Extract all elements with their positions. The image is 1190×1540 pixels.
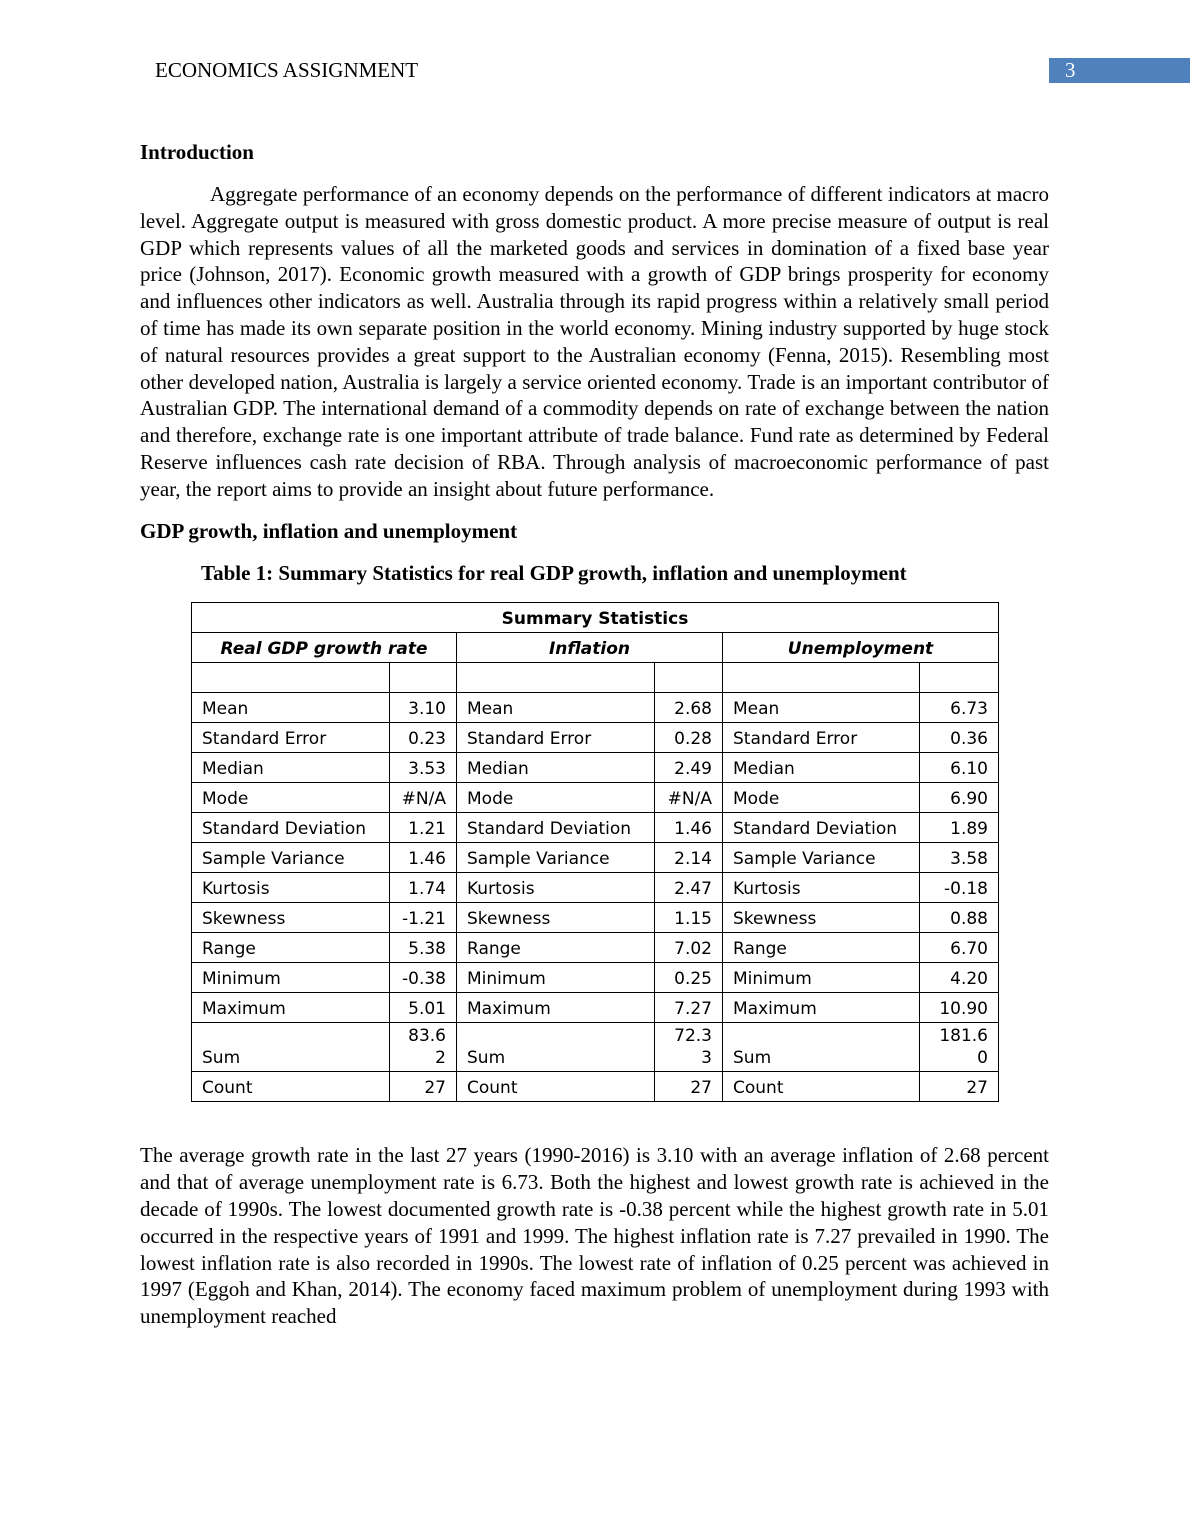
- stat-label: Median: [192, 753, 390, 783]
- stat-label: Sample Variance: [723, 843, 920, 873]
- stat-label: Maximum: [457, 993, 655, 1023]
- group-header-gdp: Real GDP growth rate: [192, 633, 457, 663]
- stat-label: Standard Error: [192, 723, 390, 753]
- table-row: [192, 873, 999, 903]
- stat-label: Kurtosis: [723, 873, 920, 903]
- table-row: [192, 693, 999, 723]
- empty-row: [192, 663, 999, 693]
- stat-value: 0.36: [920, 723, 999, 753]
- stat-label: Kurtosis: [457, 873, 655, 903]
- group-header-unemployment: Unemployment: [723, 633, 999, 663]
- stat-label: Mode: [192, 783, 390, 813]
- stat-value: -0.38: [390, 963, 457, 993]
- page-number: 3: [1049, 58, 1190, 83]
- table-caption: Table 1: Summary Statistics for real GDP growth, inflation and unemployment: [201, 560, 907, 585]
- table-row: [192, 843, 999, 873]
- stat-value: 0.88: [920, 903, 999, 933]
- stat-label: Maximum: [192, 993, 390, 1023]
- stat-value: 6.90: [920, 783, 999, 813]
- stat-label: Skewness: [457, 903, 655, 933]
- stat-label: Median: [723, 753, 920, 783]
- stat-value: 1.15: [655, 903, 723, 933]
- stat-value: 2.68: [655, 693, 723, 723]
- stat-label: Mode: [457, 783, 655, 813]
- intro-paragraph: Aggregate performance of an economy depends on the performance of different indicators at macro level. Aggregate output is measured with gross domestic product. A more precise measure of output is real GDP which represents values of all the marketed goods and services in domination of a fixed base year price (Johnson, 2017). Economic growth measured with a growth of GDP brings prosperity for economy and influences other indicators as well. Australia through its rapid progress within a relatively small period of time has made its own separate position in the world economy. Mining industry supported by huge stock of natural resources provides a great support to the Australian economy (Fenna, 2015). Resembling most other developed nation, Australia is largely a service oriented economy. Trade is an important contributor of Australian GDP. The international demand of a commodity depends on rate of exchange between the nation and therefore, exchange rate is one important attribute of trade balance. Fund rate as determined by Federal Reserve influences cash rate decision of RBA. Through analysis of macroeconomic performance of past year, the report aims to provide an insight about future performance.: [140, 182, 1049, 501]
- discussion-paragraph: The average growth rate in the last 27 years (1990-2016) is 3.10 with an average inflation of 2.68 percent and that of average unemployment rate is 6.73. Both the highest and lowest growth rate is achieved in the decade of 1990s. The lowest documented growth rate is -0.38 percent while the highest growth rate in 5.01 occurred in the respective years of 1991 and 1999. The highest inflation rate is 7.27 prevailed in 1990. The lowest inflation rate is also recorded in 1990s. The lowest rate of inflation of 0.25 percent was achieved in 1997 (Eggoh and Khan, 2014). The economy faced maximum problem of unemployment during 1993 with unemployment reached: [140, 1143, 1049, 1329]
- stat-label: Sum: [457, 1023, 655, 1072]
- stat-label: Mean: [192, 693, 390, 723]
- stat-value: 83.6 2: [390, 1023, 457, 1072]
- stat-value: 27: [920, 1072, 999, 1102]
- stat-label: Count: [192, 1072, 390, 1102]
- stat-value: 7.27: [655, 993, 723, 1023]
- stat-label: Maximum: [723, 993, 920, 1023]
- stat-label: Standard Error: [457, 723, 655, 753]
- stat-value: 1.46: [390, 843, 457, 873]
- stat-value: 5.38: [390, 933, 457, 963]
- stat-label: Standard Error: [723, 723, 920, 753]
- group-header-inflation: Inflation: [457, 633, 723, 663]
- stat-label: Mode: [723, 783, 920, 813]
- stat-value: -0.18: [920, 873, 999, 903]
- stat-value: 72.3 3: [655, 1023, 723, 1072]
- stat-value: 27: [655, 1072, 723, 1102]
- stat-label: Sum: [723, 1023, 920, 1072]
- stat-value: 6.73: [920, 693, 999, 723]
- stat-value: -1.21: [390, 903, 457, 933]
- stat-label: Standard Deviation: [192, 813, 390, 843]
- stat-value: 0.25: [655, 963, 723, 993]
- stat-value: #N/A: [655, 783, 723, 813]
- intro-heading: Introduction: [140, 140, 254, 164]
- table-row: [192, 933, 999, 963]
- stat-value: 10.90: [920, 993, 999, 1023]
- stat-label: Mean: [723, 693, 920, 723]
- table-row: [192, 1023, 999, 1072]
- stat-label: Minimum: [192, 963, 390, 993]
- stat-value: 27: [390, 1072, 457, 1102]
- stat-label: Kurtosis: [192, 873, 390, 903]
- stat-label: Sample Variance: [192, 843, 390, 873]
- stat-label: Standard Deviation: [457, 813, 655, 843]
- stat-value: 0.28: [655, 723, 723, 753]
- stat-value: #N/A: [390, 783, 457, 813]
- stat-value: 2.49: [655, 753, 723, 783]
- running-header: ECONOMICS ASSIGNMENT: [155, 58, 419, 82]
- stat-value: 7.02: [655, 933, 723, 963]
- stat-label: Sample Variance: [457, 843, 655, 873]
- summary-statistics-table: [191, 602, 999, 1102]
- stat-value: 1.74: [390, 873, 457, 903]
- stat-value: 1.89: [920, 813, 999, 843]
- stat-label: Skewness: [723, 903, 920, 933]
- stat-value: 2.47: [655, 873, 723, 903]
- stat-value: 0.23: [390, 723, 457, 753]
- table-row: [192, 963, 999, 993]
- stat-value: 1.21: [390, 813, 457, 843]
- stat-label: Range: [192, 933, 390, 963]
- page-content: [140, 140, 1049, 1330]
- table-title: Summary Statistics: [192, 603, 999, 633]
- table-row: [192, 723, 999, 753]
- stat-label: Minimum: [457, 963, 655, 993]
- stat-label: Count: [457, 1072, 655, 1102]
- stat-value: 6.70: [920, 933, 999, 963]
- stat-label: Range: [723, 933, 920, 963]
- stat-value: 3.53: [390, 753, 457, 783]
- stat-label: Median: [457, 753, 655, 783]
- stat-value: 181.6 0: [920, 1023, 999, 1072]
- table-row: [192, 993, 999, 1023]
- stat-value: 3.58: [920, 843, 999, 873]
- stat-value: 3.10: [390, 693, 457, 723]
- stat-value: 4.20: [920, 963, 999, 993]
- stat-label: Sum: [192, 1023, 390, 1072]
- stat-label: Skewness: [192, 903, 390, 933]
- section-heading: GDP growth, inflation and unemployment: [140, 518, 518, 543]
- stat-value: 2.14: [655, 843, 723, 873]
- stat-label: Standard Deviation: [723, 813, 920, 843]
- stat-value: 1.46: [655, 813, 723, 843]
- table-row: [192, 753, 999, 783]
- stat-value: 6.10: [920, 753, 999, 783]
- stat-label: Range: [457, 933, 655, 963]
- table-row: [192, 813, 999, 843]
- table-row: [192, 783, 999, 813]
- table-row: [192, 1072, 999, 1102]
- table-row: [192, 903, 999, 933]
- stat-label: Mean: [457, 693, 655, 723]
- stat-value: 5.01: [390, 993, 457, 1023]
- stat-label: Minimum: [723, 963, 920, 993]
- stat-label: Count: [723, 1072, 920, 1102]
